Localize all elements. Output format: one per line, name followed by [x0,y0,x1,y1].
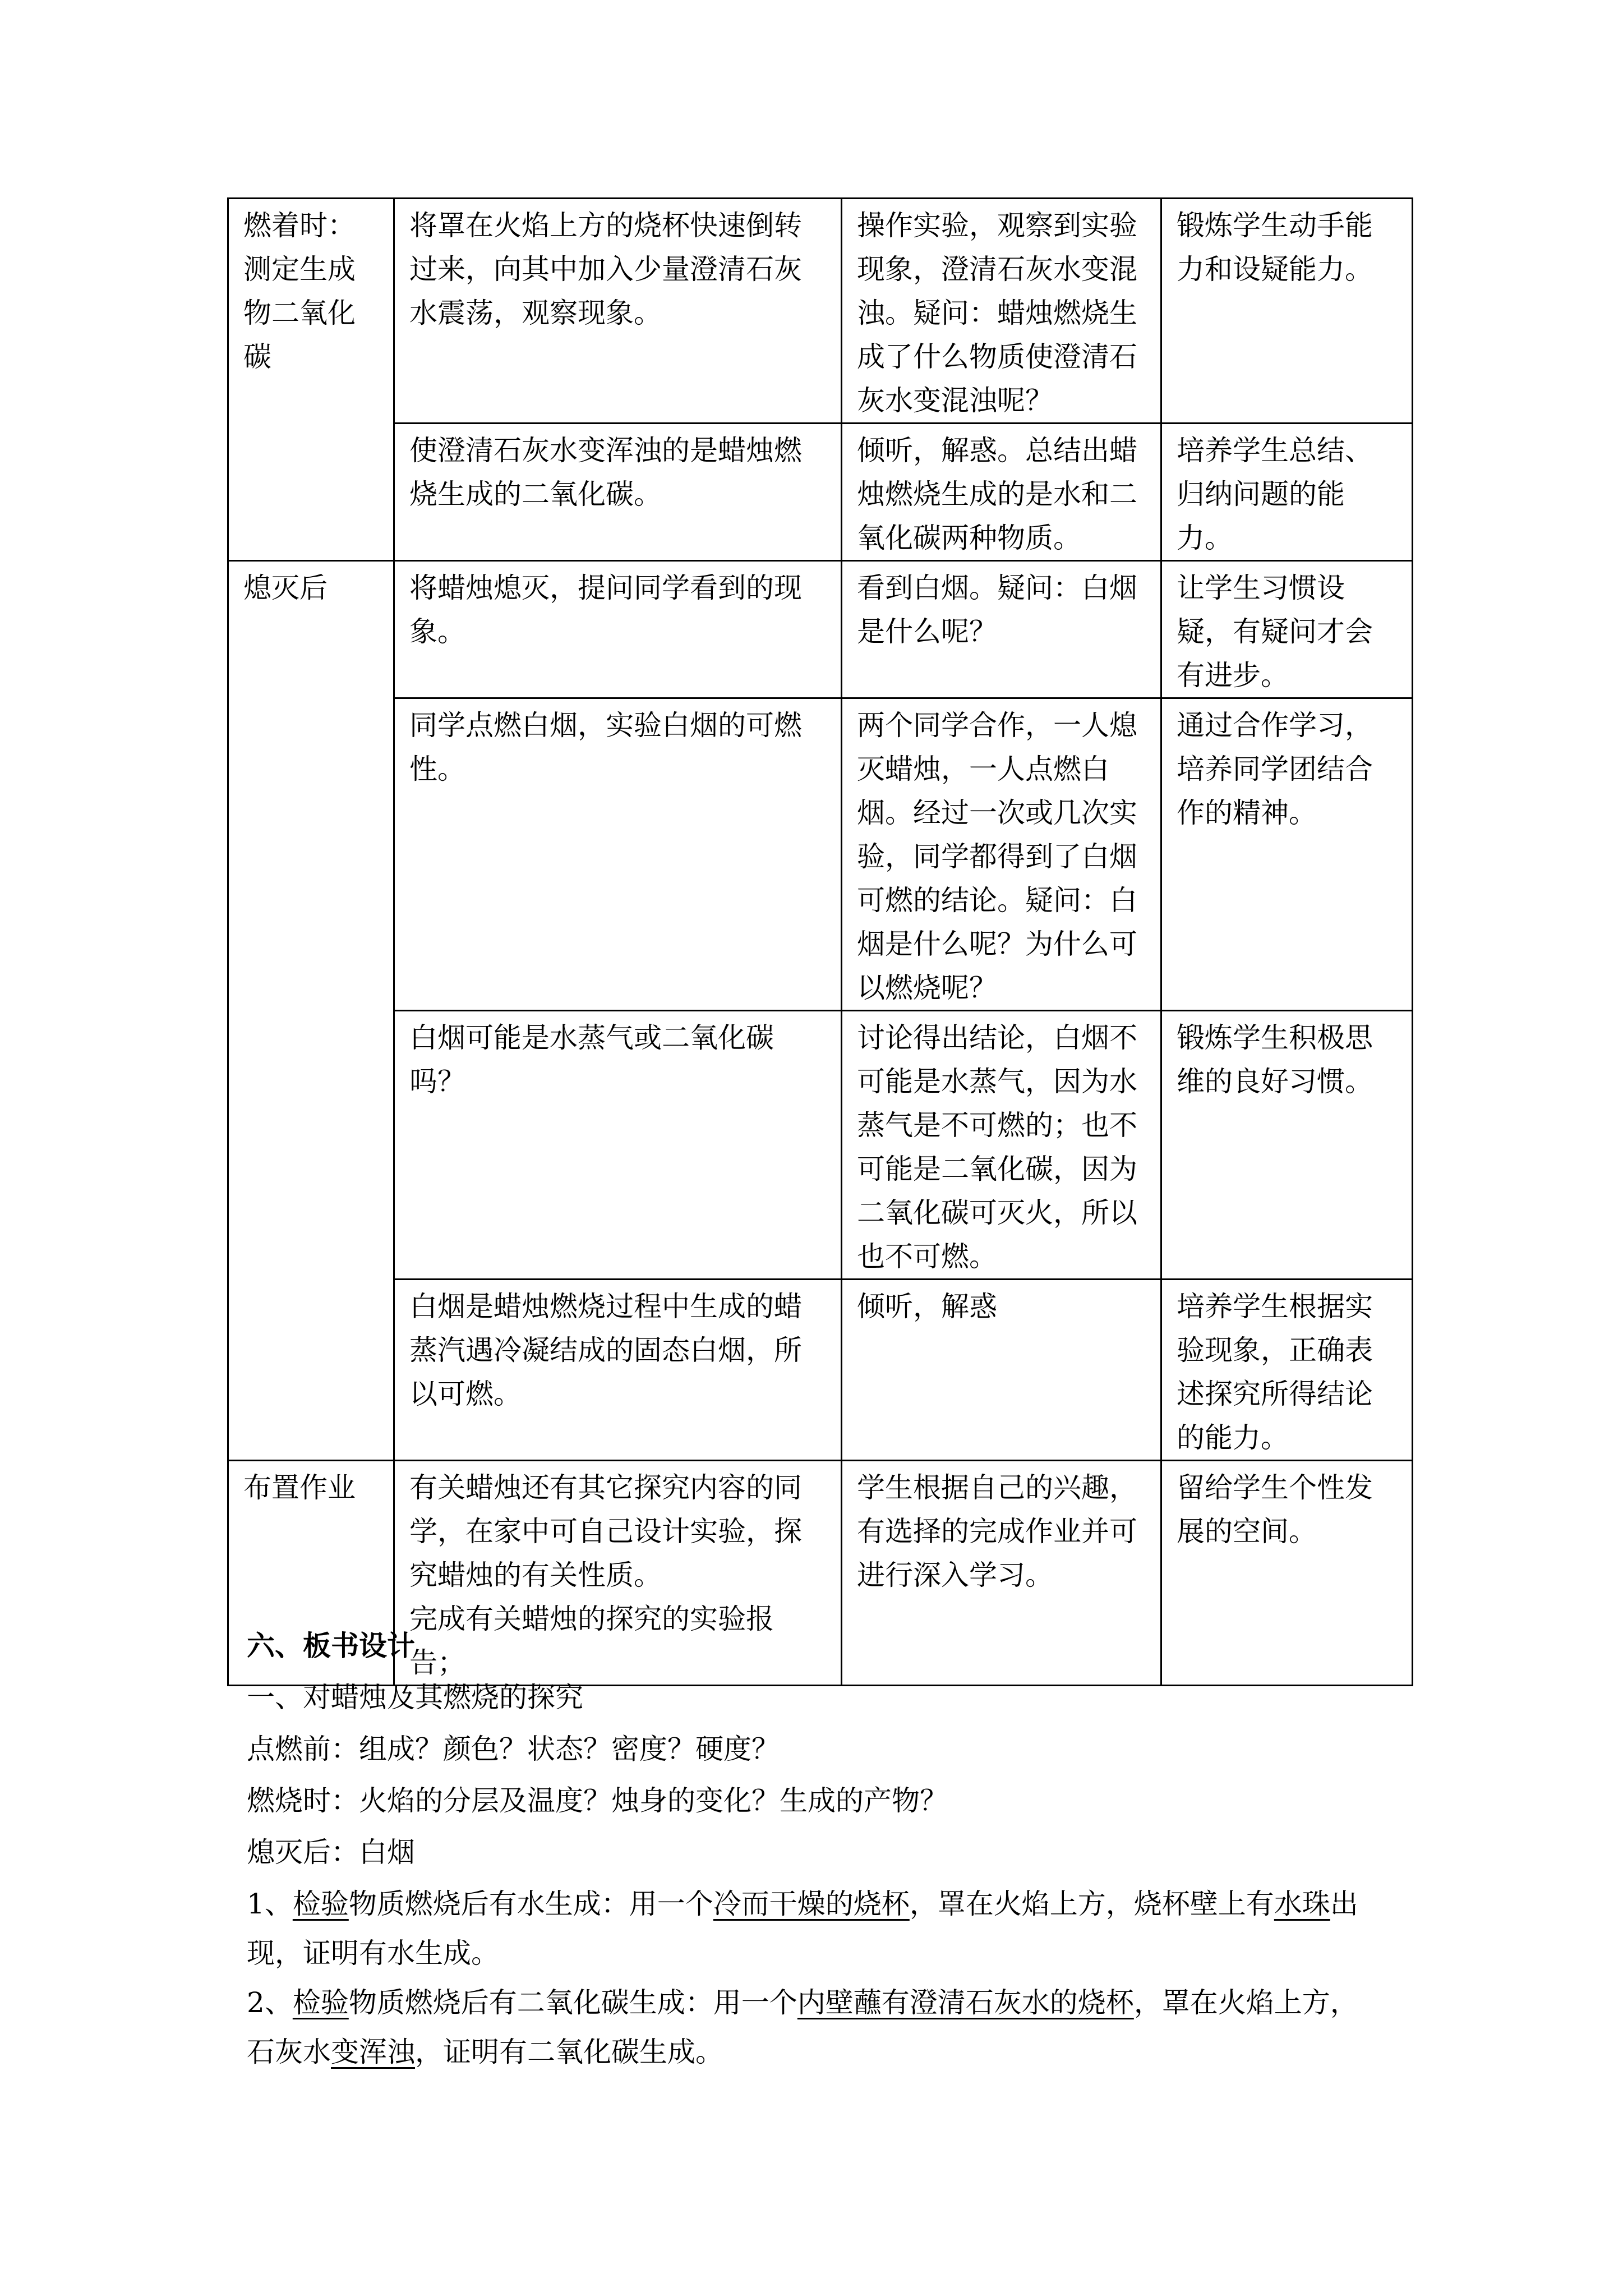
teacher-activity-cell: 同学点燃白烟，实验白烟的可燃性。 [394,698,842,1011]
board-line-burning: 燃烧时：火焰的分层及温度？烛身的变化？生成的产物？ [247,1784,948,1817]
text-run: 物质燃烧后有水生成：用一个 [348,1888,713,1920]
underlined-term: 冷而干燥的烧杯 [713,1888,910,1920]
text-run: ，罩在火焰上方，烧杯壁上有 [909,1888,1274,1920]
text-run: 出 [1330,1888,1358,1920]
underlined-term: 检验 [292,1986,349,2019]
table-row [228,424,1413,561]
design-intent-cell: 培养学生根据实验现象，正确表述探究所得结论的能力。 [1161,1280,1413,1461]
section-heading: 六、板书设计 [247,1629,415,1662]
table-row [228,698,1413,1011]
text-run: ，罩在火焰上方， [1133,1986,1358,2019]
text-run: 石灰水 [247,2036,331,2068]
teacher-activity-cell: 白烟是蜡烛燃烧过程中生成的蜡蒸汽遇冷凝结成的固态白烟，所以可燃。 [394,1280,842,1461]
student-activity-cell: 学生根据自己的兴趣，有选择的完成作业并可进行深入学习。 [842,1461,1161,1686]
text-run: ，证明有二氧化碳生成。 [415,2036,723,2068]
design-intent-cell: 通过合作学习，培养同学团结合作的精神。 [1161,698,1413,1011]
underlined-term: 水珠 [1274,1888,1330,1920]
teacher-activity-cell: 白烟可能是水蒸气或二氧化碳吗？ [394,1011,842,1280]
design-intent-cell: 锻炼学生动手能力和设疑能力。 [1161,199,1413,424]
student-activity-cell: 讨论得出结论，白烟不可能是水蒸气，因为水蒸气是不可燃的；也不可能是二氧化碳，因为二氧化碳可灭火，所以也不可燃。 [842,1011,1161,1280]
design-intent-cell: 留给学生个性发展的空间。 [1161,1461,1413,1686]
design-intent-cell: 培养学生总结、归纳问题的能力。 [1161,424,1413,561]
board-item-1-continuation: 现，证明有水生成。 [247,1937,499,1970]
board-line-before: 点燃前：组成？颜色？状态？密度？硬度？ [247,1733,780,1765]
underlined-term: 变浑浊 [331,2036,415,2068]
teacher-activity-cell: 将罩在火焰上方的烧杯快速倒转过来，向其中加入少量澄清石灰水震荡，观察现象。 [394,199,842,424]
underlined-term: 内壁蘸有澄清石灰水的烧杯 [797,1986,1134,2019]
teacher-activity-cell: 将蜡烛熄灭，提问同学看到的现象。 [394,561,842,698]
underlined-term: 检验 [292,1888,349,1920]
text-run: 物质燃烧后有二氧化碳生成：用一个 [348,1986,797,2019]
teacher-activity-cell: 使澄清石灰水变浑浊的是蜡烛燃烧生成的二氧化碳。 [394,424,842,561]
stage-cell: 熄灭后 [228,561,394,1461]
student-activity-cell: 看到白烟。疑问：白烟是什么呢？ [842,561,1161,698]
student-activity-cell: 倾听，解惑 [842,1280,1161,1461]
board-item-2-continuation [247,2028,1413,2076]
student-activity-cell: 操作实验，观察到实验现象，澄清石灰水变混浊。疑问：蜡烛燃烧生成了什么物质使澄清石灰水变混浊呢？ [842,199,1161,424]
board-subheading: 一、对蜡烛及其燃烧的探究 [247,1681,583,1714]
board-line-after: 熄灭后：白烟 [247,1836,415,1869]
student-activity-cell: 倾听，解惑。总结出蜡烛燃烧生成的是水和二氧化碳两种物质。 [842,424,1161,561]
text-run: 2、 [247,1986,293,2019]
design-intent-cell: 锻炼学生积极思维的良好习惯。 [1161,1011,1413,1280]
design-intent-cell: 让学生习惯设疑，有疑问才会有进步。 [1161,561,1413,698]
text-run: 1、 [247,1888,293,1920]
lesson-table [227,197,1413,1686]
board-design-section [247,1620,1413,2076]
student-activity-cell: 两个同学合作，一人熄灭蜡烛，一人点燃白烟。经过一次或几次实验，同学都得到了白烟可燃的结论。疑问：白烟是什么呢？为什么可以燃烧呢？ [842,698,1161,1011]
board-item-1 [247,1878,1413,1930]
table-row [228,561,1413,698]
teacher-activity-text: 有关蜡烛还有其它探究内容的同学，在家中可自己设计实验，探究蜡烛的有关性质。 [409,1471,802,1591]
stage-cell: 布置作业 [228,1461,394,1686]
table-row [228,1280,1413,1461]
stage-cell: 燃着时：测定生成物二氧化碳 [228,199,394,561]
table-row [228,1011,1413,1280]
board-item-2 [247,1977,1413,2028]
table-row [228,199,1413,424]
teacher-activity-text-extra: 完成有关蜡烛的探究的实验报告； [409,1603,774,1679]
